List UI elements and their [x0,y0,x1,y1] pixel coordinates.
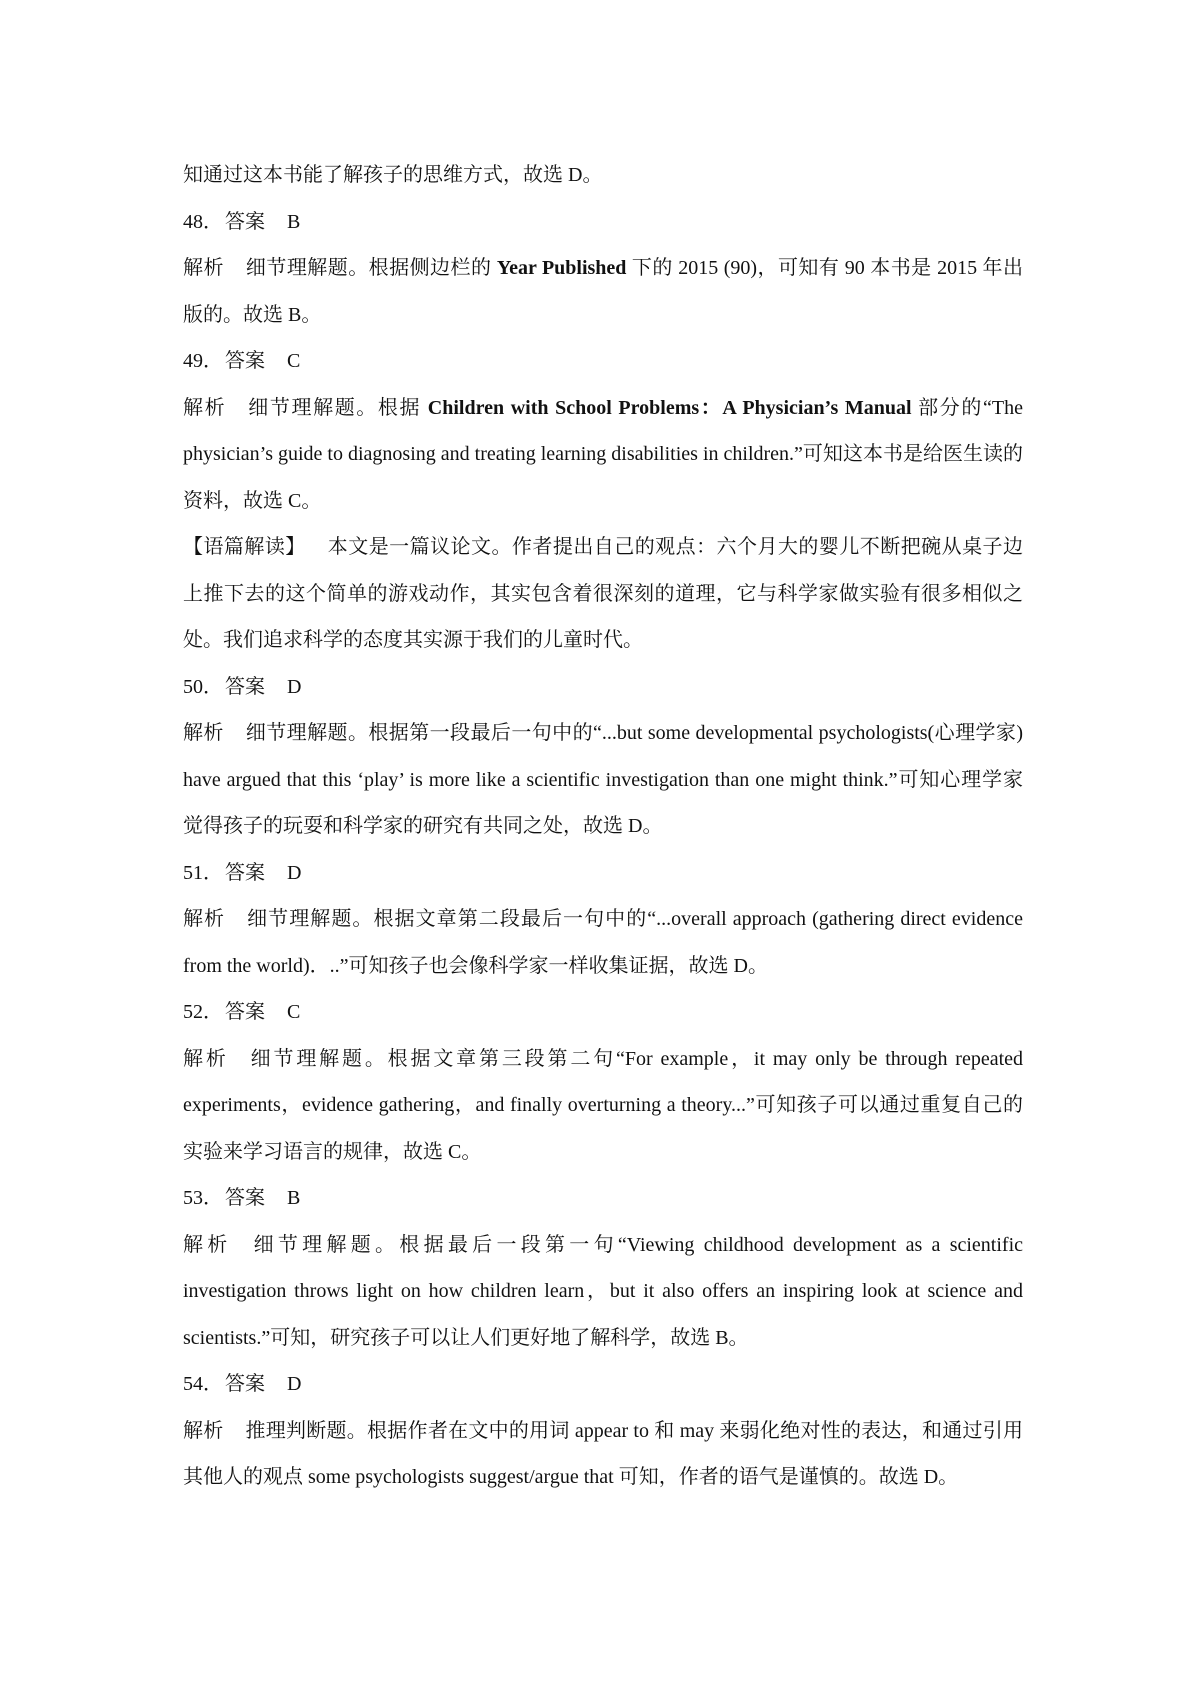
analysis-51 [183,896,1023,989]
analysis-label: 解析 [183,908,226,930]
answer-letter: D [287,861,302,884]
analysis-label: 解析 [183,396,227,419]
answer-explanations [183,152,1023,1501]
answer-54 [183,1361,1023,1408]
section-tag: 【语篇解读】 [183,536,306,558]
answer-48 [183,199,1023,246]
answer-53 [183,1175,1023,1222]
answer-49 [183,338,1023,385]
question-number: 51． [183,861,223,884]
answer-label: 答案 [225,861,265,884]
question-number: 50． [183,675,223,698]
analysis-text: 细节理解题。根据最后一段第一句“Viewing childhood development as a scientific investigation throws light on how children learn，but it also offers an inspiring look at science and scientists.”可知，研究孩子可以让人们更好地了解科学，故选 B。 [183,1233,1023,1349]
analysis-text: 细节理解题。根据侧边栏的 [245,257,497,279]
answer-letter: C [287,350,301,372]
continuation-paragraph: 知通过这本书能了解孩子的思维方式，故选 D。 [183,164,603,186]
answer-51 [183,850,1023,897]
analysis-52 [183,1036,1023,1176]
analysis-label: 解析 [183,257,224,279]
analysis-text: 细节理解题。根据 [248,396,428,419]
analysis-53 [183,1222,1023,1362]
analysis-label: 解析 [183,722,224,744]
question-number: 53． [183,1187,223,1209]
analysis-49 [183,385,1023,525]
analysis-text: 细节理解题。根据文章第二段最后一句中的“...overall approach (gathering direct evidence from the world)．..”可知孩子也会像科学家一样收集证据，故选 D。 [183,908,1023,977]
analysis-54 [183,1408,1023,1501]
analysis-text: 细节理解题。根据文章第三段第二句“For example，it may only be through repeated experiments，evidence gathering，and finally overturning a theory...”可知孩子可以通过重复自己的实验来学习语言的规律，故选 C。 [183,1047,1024,1163]
analysis-label: 解析 [183,1419,224,1442]
question-number: 52． [183,1001,223,1023]
answer-label: 答案 [225,210,265,233]
answer-50 [183,664,1023,711]
answer-label: 答案 [225,1001,265,1023]
passage-summary [183,524,1023,664]
answer-label: 答案 [225,1373,265,1395]
answer-letter: B [287,1187,301,1209]
answer-52 [183,989,1023,1036]
analysis-48 [183,245,1023,338]
analysis-text-cont: 下的 2015 (90)，可知有 90 本书是 2015 年出版的。故选 B。 [183,257,1023,326]
answer-letter: D [287,675,302,698]
analysis-text-cont: 部分的“The physician’s guide to diagnosing and treating learning disabilities in children.”可知这本书是给医生读的资料，故选 C。 [183,396,1023,512]
analysis-label: 解析 [183,1047,229,1070]
analysis-bold-term: Year Published [496,257,627,279]
answer-label: 答案 [225,675,265,698]
analysis-label: 解析 [183,1233,232,1256]
analysis-text: 细节理解题。根据第一段最后一句中的“...but some developmental psychologists(心理学家) have argued that this ‘play’ is more like a scientific investigation than one might think.”可知心理学家觉得孩子的玩耍和科学家的研究有共同之处，故选 D。 [183,722,1023,837]
answer-letter: C [287,1001,301,1023]
question-number: 49． [183,350,223,372]
answer-letter: D [287,1373,302,1395]
answer-label: 答案 [225,350,265,372]
section-text: 本文是一篇议论文。作者提出自己的观点：六个月大的婴儿不断把碗从桌子边上推下去的这个简单的游戏动作，其实包含着很深刻的道理，它与科学家做实验有很多相似之处。我们追求科学的态度其实源于我们的儿童时代。 [183,536,1024,651]
analysis-50 [183,710,1023,850]
question-number: 54． [183,1373,223,1395]
answer-letter: B [287,210,301,233]
analysis-text: 推理判断题。根据作者在文中的用词 appear to 和 may 来弱化绝对性的表达，和通过引用其他人的观点 some psychologists suggest/argue that 可知，作者的语气是谨慎的。故选 D。 [183,1419,1024,1488]
question-number: 48． [183,210,223,233]
answer-label: 答案 [225,1187,265,1209]
analysis-bold-term: Children with School Problems：A Physician’s Manual [427,396,912,419]
